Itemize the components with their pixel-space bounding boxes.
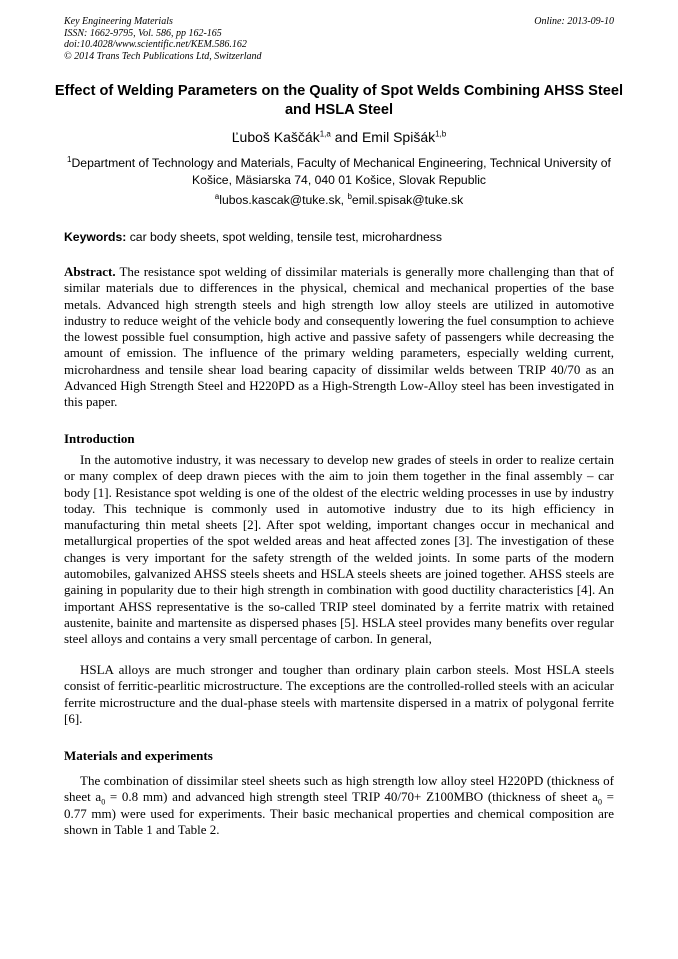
page-header	[64, 16, 614, 62]
author-conjunction: and	[330, 129, 362, 145]
subscript: 0	[597, 797, 602, 807]
author-name: Ľuboš Kaščák	[231, 129, 320, 145]
paragraph-text: The combination of dissimilar steel sheets such as high strength low alloy steel H220PD (thickness of sheet a	[64, 773, 614, 805]
affiliation-mark: 1	[67, 154, 72, 164]
author-list	[40, 128, 638, 146]
author-affil-mark: 1,a	[319, 129, 331, 139]
paragraph-text: = 0.77 mm) were used for experiments. Their basic mechanical properties and chemical composition are shown in Table 1 and Table 2.	[64, 789, 614, 837]
abstract	[64, 264, 614, 411]
section-heading-materials: Materials and experiments	[64, 748, 213, 763]
abstract-label: Abstract.	[64, 264, 116, 279]
keywords-label: Keywords:	[64, 230, 127, 244]
paragraph: In the automotive industry, it was necessary to develop new grades of steels in order to realize certain or many complex of deep drawn pieces with the aim to join them together in the final assembly – car body [1]. Resistance spot welding is one of the oldest of the electric welding processes in use by industry today. This technique is commonly used in automotive industry due to its high efficiency in manufacturing thin metal sheets [2]. After spot welding, important changes occur in mechanical and metallurgical properties of the spot welded areas and heat affected zones [3]. The investigation of these changes is very important for the safety strength of the welded joints. In some parts of the modern automobiles, galvanized AHSS steels sheets and HSLA steels sheets are joined together. AHSS steels are gaining in popularity due to their high strength in combination with good ductility characteristics [4]. An important AHSS representative is the so-called TRIP steel dominated by a ferrite matrix with retained austenite, bainite and martensite as dispersed phases [5]. HSLA steel provides many benefits over regular steel alloys and contains a very small percentage of carbon. In general,	[64, 452, 614, 647]
subscript: 0	[101, 797, 106, 807]
email-link[interactable]: lubos.kascak@tuke.sk,	[219, 193, 348, 207]
abstract-text: The resistance spot welding of dissimilar materials is generally more challenging than that of similar materials due to differences in the physical, chemical and mechanical properties of the base metals. Advanced high strength steels and high strength low alloy steels are utilized in automotive industry to reduce weight of the vehicle body and consequently lowering the fuel consumption to achieve the lowest possible fuel consumption, high active and passive safety of passengers while decreasing the amount of emission. The influence of the primary welding parameters, especially welding current, microhardness and tensile shear load bearing capacity of dissimilar welds between TRIP 40/70 as an Advanced High Strength Steel and H220PD as a High-Strength Low-Alloy steel has been investigated in this paper.	[64, 264, 614, 410]
author-name: Emil Spišák	[361, 129, 436, 145]
affiliation	[60, 155, 618, 189]
email-link[interactable]: emil.spisak@tuke.sk	[351, 193, 464, 207]
paper-title: Effect of Welding Parameters on the Quality of Spot Welds Combining AHSS Steel and HSLA Steel	[54, 83, 624, 118]
issn-line: ISSN: 1662-9795, Vol. 586, pp 162-165	[64, 27, 222, 39]
author-emails	[40, 192, 638, 209]
section-heading-introduction: Introduction	[64, 431, 135, 446]
keywords-text: car body sheets, spot welding, tensile test, microhardness	[126, 230, 442, 244]
email-mark: a	[214, 191, 220, 201]
journal-name: Key Engineering Materials	[64, 16, 173, 27]
online-date: Online: 2013-09-10	[534, 16, 614, 27]
affiliation-text: Department of Technology and Materials, Faculty of Mechanical Engineering, Technical University of Košice, Mäsiarska 74, 040 01 Košice, Slovak Republic	[71, 156, 611, 187]
doi-line: doi:10.4028/www.scientific.net/KEM.586.162	[64, 39, 247, 50]
paragraph-text: = 0.8 mm) and advanced high strength steel TRIP 40/70+ Z100MBO (thickness of sheet a	[105, 789, 598, 805]
author-affil-mark: 1,b	[435, 129, 447, 139]
email-mark: b	[347, 191, 352, 201]
paragraph	[64, 773, 614, 838]
paragraph: HSLA alloys are much stronger and tougher than ordinary plain carbon steels. Most HSLA steels consist of ferritic-pearlitic microstructure. The exceptions are the controlled-rolled steels with an acicular ferrite microstructure and the dual-phase steels with martensite dispersed in a matrix of polygonal ferrite [6].	[64, 662, 614, 726]
keywords	[64, 229, 614, 245]
copyright-line: © 2014 Trans Tech Publications Ltd, Switzerland	[64, 50, 262, 62]
